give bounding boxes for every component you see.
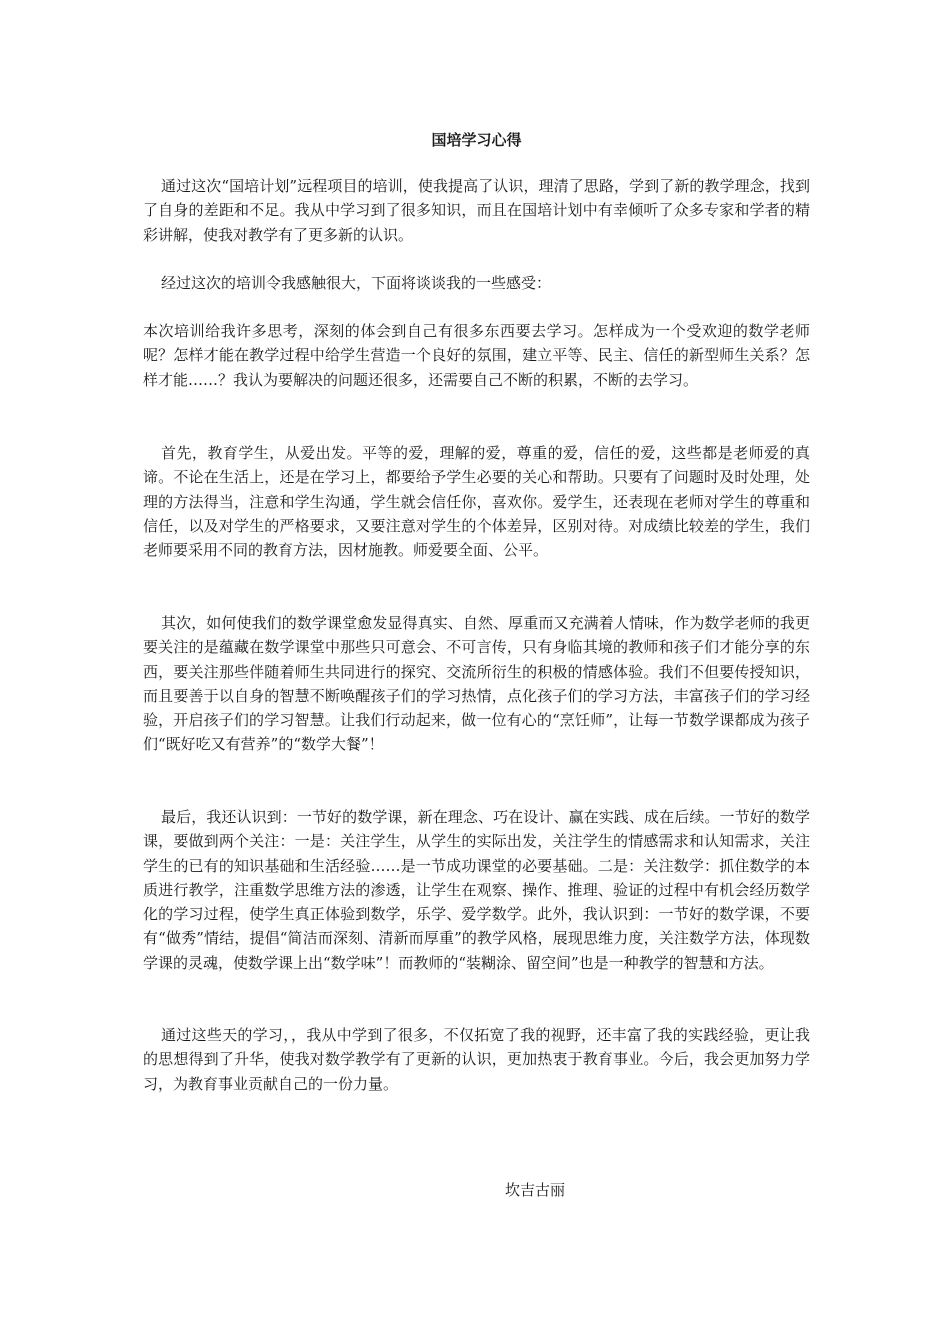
paragraph-reflection: 本次培训给我许多思考，深刻的体会到自己有很多东西要去学习。怎样成为一个受欢迎的数学老师呢？怎样才能在教学过程中给学生营造一个良好的氛围，建立平等、民主、信任的新型师生关系？怎样才能……？我认为要解决的问题还很多，还需要自己不断的积累，不断的去学习。 <box>143 322 810 389</box>
paragraph-second-point: 其次，如何使我们的数学课堂愈发显得真实、自然、厚重而又充满着人情味，作为数学老师的我更要关注的是蕴藏在数学课堂中那些只可意会、不可言传，只有身临其境的教师和孩子们才能分享的东西，要关注那些伴随着师生共同进行的探究、交流所衍生的积极的情感体验。我们不但要传授知识，而且要善于以自身的智慧不断唤醒孩子们的学习热情，点化孩子们的学习方法，丰富孩子们的学习经验，开启孩子们的学习智慧。让我们行动起来，做一位有心的“烹饪师”，让每一节数学课都成为孩子们“既好吃又有营养”的“数学大餐”！ <box>143 614 810 754</box>
author-signature: 坎吉古丽 <box>505 1181 566 1199</box>
paragraph-intro: 通过这次“国培计划”远程项目的培训，使我提高了认识，理清了思路，学到了新的教学理念，找到了自身的差距和不足。我从中学习到了很多知识，而且在国培计划中有幸倾听了众多专家和学者的精彩讲解，使我对教学有了更多新的认识。 <box>143 177 810 244</box>
paragraph-transition: 经过这次的培训令我感触很大，下面将谈谈我的一些感受： <box>161 274 552 292</box>
paragraph-final-point: 最后，我还认识到：一节好的数学课，新在理念、巧在设计、赢在实践、成在后续。一节好的数学课，要做到两个关注：一是：关注学生，从学生的实际出发，关注学生的情感需求和认知需求，关注学生的已有的知识基础和生活经验……是一节成功课堂的必要基础。二是：关注数学：抓住数学的本质进行教学，注重数学思维方法的渗透，让学生在观察、操作、推理、验证的过程中有机会经历数学化的学习过程，使学生真正体验到数学，乐学、爱学数学。此外，我认识到：一节好的数学课，不要有“做秀”情结，提倡“简洁而深刻、清新而厚重”的教学风格，展现思维力度，关注数学方法，体现数学课的灵魂，使数学课上出“数学味”！而教师的“装糊涂、留空间”也是一种教学的智慧和方法。 <box>143 808 810 972</box>
paragraph-conclusion: 通过这些天的学习，，我从中学到了很多，不仅拓宽了我的视野，还丰富了我的实践经验，更让我的思想得到了升华，使我对数学教学有了更新的认识，更加热衷于教育事业。今后，我会更加努力学习，为教育事业贡献自己的一份力量。 <box>143 1026 810 1093</box>
paragraph-first-point: 首先，教育学生，从爱出发。平等的爱，理解的爱，尊重的爱，信任的爱，这些都是老师爱的真谛。不论在生活上，还是在学习上，都要给予学生必要的关心和帮助。只要有了问题时及时处理，处理的方法得当，注意和学生沟通，学生就会信任你，喜欢你。爱学生，还表现在老师对学生的尊重和信任，以及对学生的严格要求，又要注意对学生的个体差异，区别对待。对成绩比较差的学生，我们老师要采用不同的教育方法，因材施教。师爱要全面、公平。 <box>143 444 810 560</box>
document-title: 国培学习心得 <box>431 131 522 149</box>
